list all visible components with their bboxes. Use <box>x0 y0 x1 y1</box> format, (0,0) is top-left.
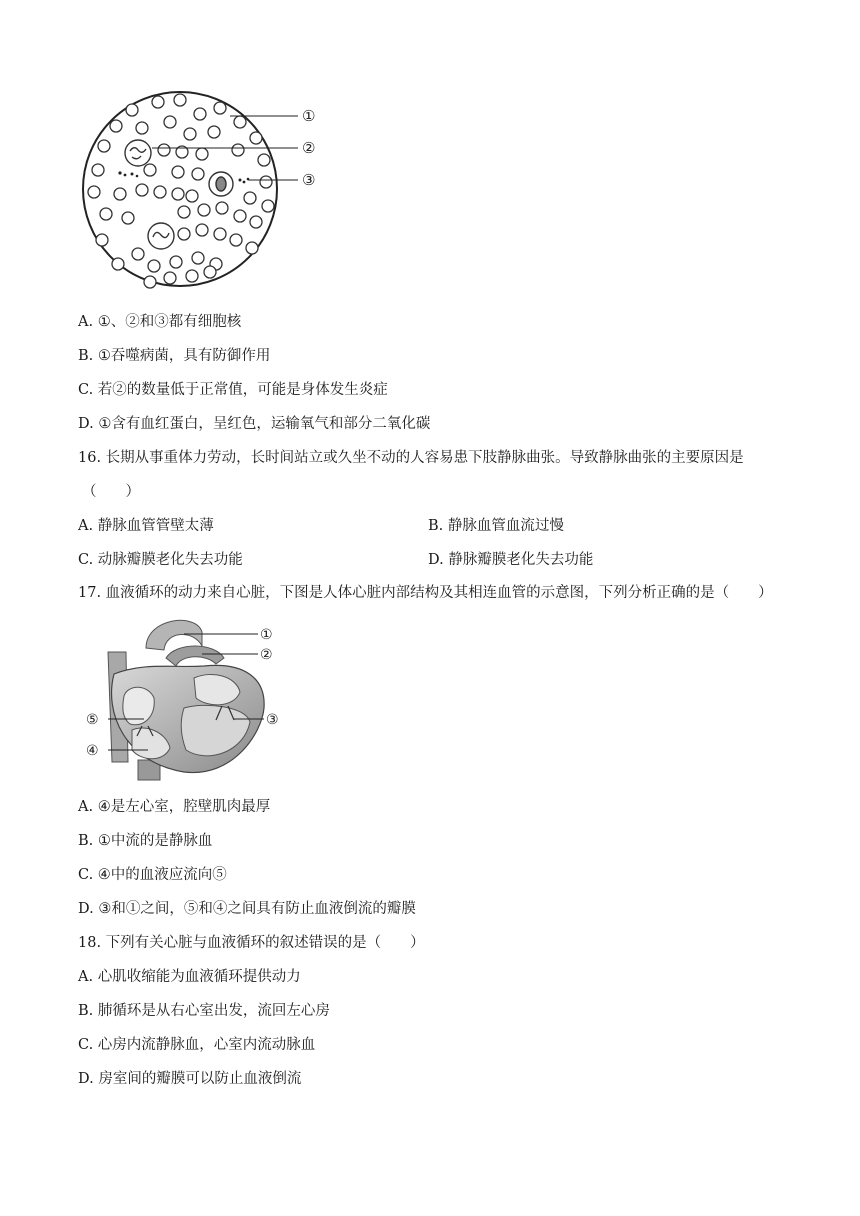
red-blood-cell <box>98 140 110 152</box>
q16-stem-paren: （ ） <box>82 484 140 500</box>
q15-option-a: A. ①、②和③都有细胞核 <box>78 314 242 330</box>
red-blood-cell <box>216 202 228 214</box>
red-blood-cell <box>196 224 208 236</box>
red-blood-cell <box>214 102 226 114</box>
red-blood-cell <box>144 276 156 288</box>
red-blood-cell <box>174 94 186 106</box>
red-blood-cell <box>170 256 182 268</box>
red-blood-cell <box>164 272 176 284</box>
red-blood-cell <box>250 216 262 228</box>
q18-option-c: C. 心房内流静脉血，心室内流动脉血 <box>78 1037 316 1053</box>
red-blood-cell <box>192 168 204 180</box>
q16-option-b: B. 静脉血管血流过慢 <box>428 518 564 534</box>
q15-option-d: D. ①含有血红蛋白，呈红色，运输氧气和部分二氧化碳 <box>78 416 431 432</box>
red-blood-cell <box>186 270 198 282</box>
red-blood-cell <box>208 126 220 138</box>
q18-option-a: A. 心肌收缩能为血液循环提供动力 <box>78 969 301 985</box>
white-blood-cell <box>148 223 174 249</box>
red-blood-cell <box>148 260 160 272</box>
blood-smear-figure <box>80 88 330 298</box>
q15-option-c: C. 若②的数量低于正常值，可能是身体发生炎症 <box>78 382 388 398</box>
white-blood-cell <box>125 140 151 166</box>
red-blood-cell <box>234 210 246 222</box>
red-blood-cell <box>230 234 242 246</box>
red-blood-cell <box>246 242 258 254</box>
red-blood-cell <box>100 208 112 220</box>
figure1-label-3: ③ <box>302 171 316 189</box>
figure1-label-1: ① <box>302 107 316 125</box>
red-blood-cell <box>260 176 272 188</box>
red-blood-cell <box>110 120 122 132</box>
red-blood-cell <box>198 204 210 216</box>
q16-stem: 16. 长期从事重体力劳动，长时间站立或久坐不动的人容易患下肢静脉曲张。导致静脉曲张的主要原因是 <box>78 450 744 466</box>
red-blood-cell <box>234 116 246 128</box>
red-blood-cell <box>96 234 108 246</box>
red-blood-cell <box>204 266 216 278</box>
red-blood-cell <box>184 128 196 140</box>
red-blood-cell <box>178 206 190 218</box>
q17-option-d: D. ③和①之间，⑤和④之间具有防止血液倒流的瓣膜 <box>78 901 416 917</box>
q17-option-b: B. ①中流的是静脉血 <box>78 833 213 849</box>
red-blood-cell <box>122 212 134 224</box>
q18-option-b: B. 肺循环是从右心室出发，流回左心房 <box>78 1003 330 1019</box>
heart-label-2: ② <box>260 647 273 663</box>
red-blood-cell <box>214 228 226 240</box>
white-blood-cell <box>209 172 233 196</box>
red-blood-cell <box>172 166 184 178</box>
red-blood-cell <box>154 186 166 198</box>
red-blood-cell <box>244 192 256 204</box>
red-blood-cell <box>192 252 204 264</box>
red-blood-cell <box>88 186 100 198</box>
heart-label-5: ⑤ <box>86 712 99 728</box>
heart-label-4: ④ <box>86 743 99 759</box>
heart-label-3: ③ <box>266 712 279 728</box>
red-blood-cell <box>114 188 126 200</box>
red-blood-cell <box>152 96 164 108</box>
q16-option-d: D. 静脉瓣膜老化失去功能 <box>428 552 594 568</box>
red-blood-cell <box>132 248 144 260</box>
heart-figure <box>84 612 284 788</box>
q18-option-d: D. 房室间的瓣膜可以防止血液倒流 <box>78 1071 302 1087</box>
red-blood-cell <box>194 108 206 120</box>
heart-label-1: ① <box>260 627 273 643</box>
q18-stem: 18. 下列有关心脏与血液循环的叙述错误的是（ ） <box>78 935 425 951</box>
red-blood-cell <box>178 228 190 240</box>
pulmonary-artery <box>166 646 224 666</box>
red-blood-cell <box>196 148 208 160</box>
q16-option-a: A. 静脉血管管壁太薄 <box>78 518 214 534</box>
red-blood-cell <box>158 144 170 156</box>
q17-option-a: A. ④是左心室，腔壁肌肉最厚 <box>78 799 271 815</box>
red-blood-cell <box>258 154 270 166</box>
red-blood-cell <box>144 164 156 176</box>
q17-stem: 17. 血液循环的动力来自心脏，下图是人体心脏内部结构及其相连血管的示意图，下列分析正确的是（ ） <box>78 585 773 601</box>
figure1-label-2: ② <box>302 139 316 157</box>
q15-option-b: B. ①吞噬病菌，具有防御作用 <box>78 348 271 364</box>
red-blood-cell <box>262 200 274 212</box>
q17-option-c: C. ④中的血液应流向⑤ <box>78 867 227 883</box>
red-blood-cell <box>250 132 262 144</box>
red-blood-cell <box>112 258 124 270</box>
red-blood-cell <box>232 144 244 156</box>
red-blood-cell <box>172 188 184 200</box>
red-blood-cell <box>92 164 104 176</box>
red-blood-cell <box>126 104 138 116</box>
red-blood-cell <box>186 190 198 202</box>
q16-option-c: C. 动脉瓣膜老化失去功能 <box>78 552 243 568</box>
red-blood-cell <box>164 116 176 128</box>
red-blood-cell <box>136 184 148 196</box>
red-blood-cell <box>136 122 148 134</box>
